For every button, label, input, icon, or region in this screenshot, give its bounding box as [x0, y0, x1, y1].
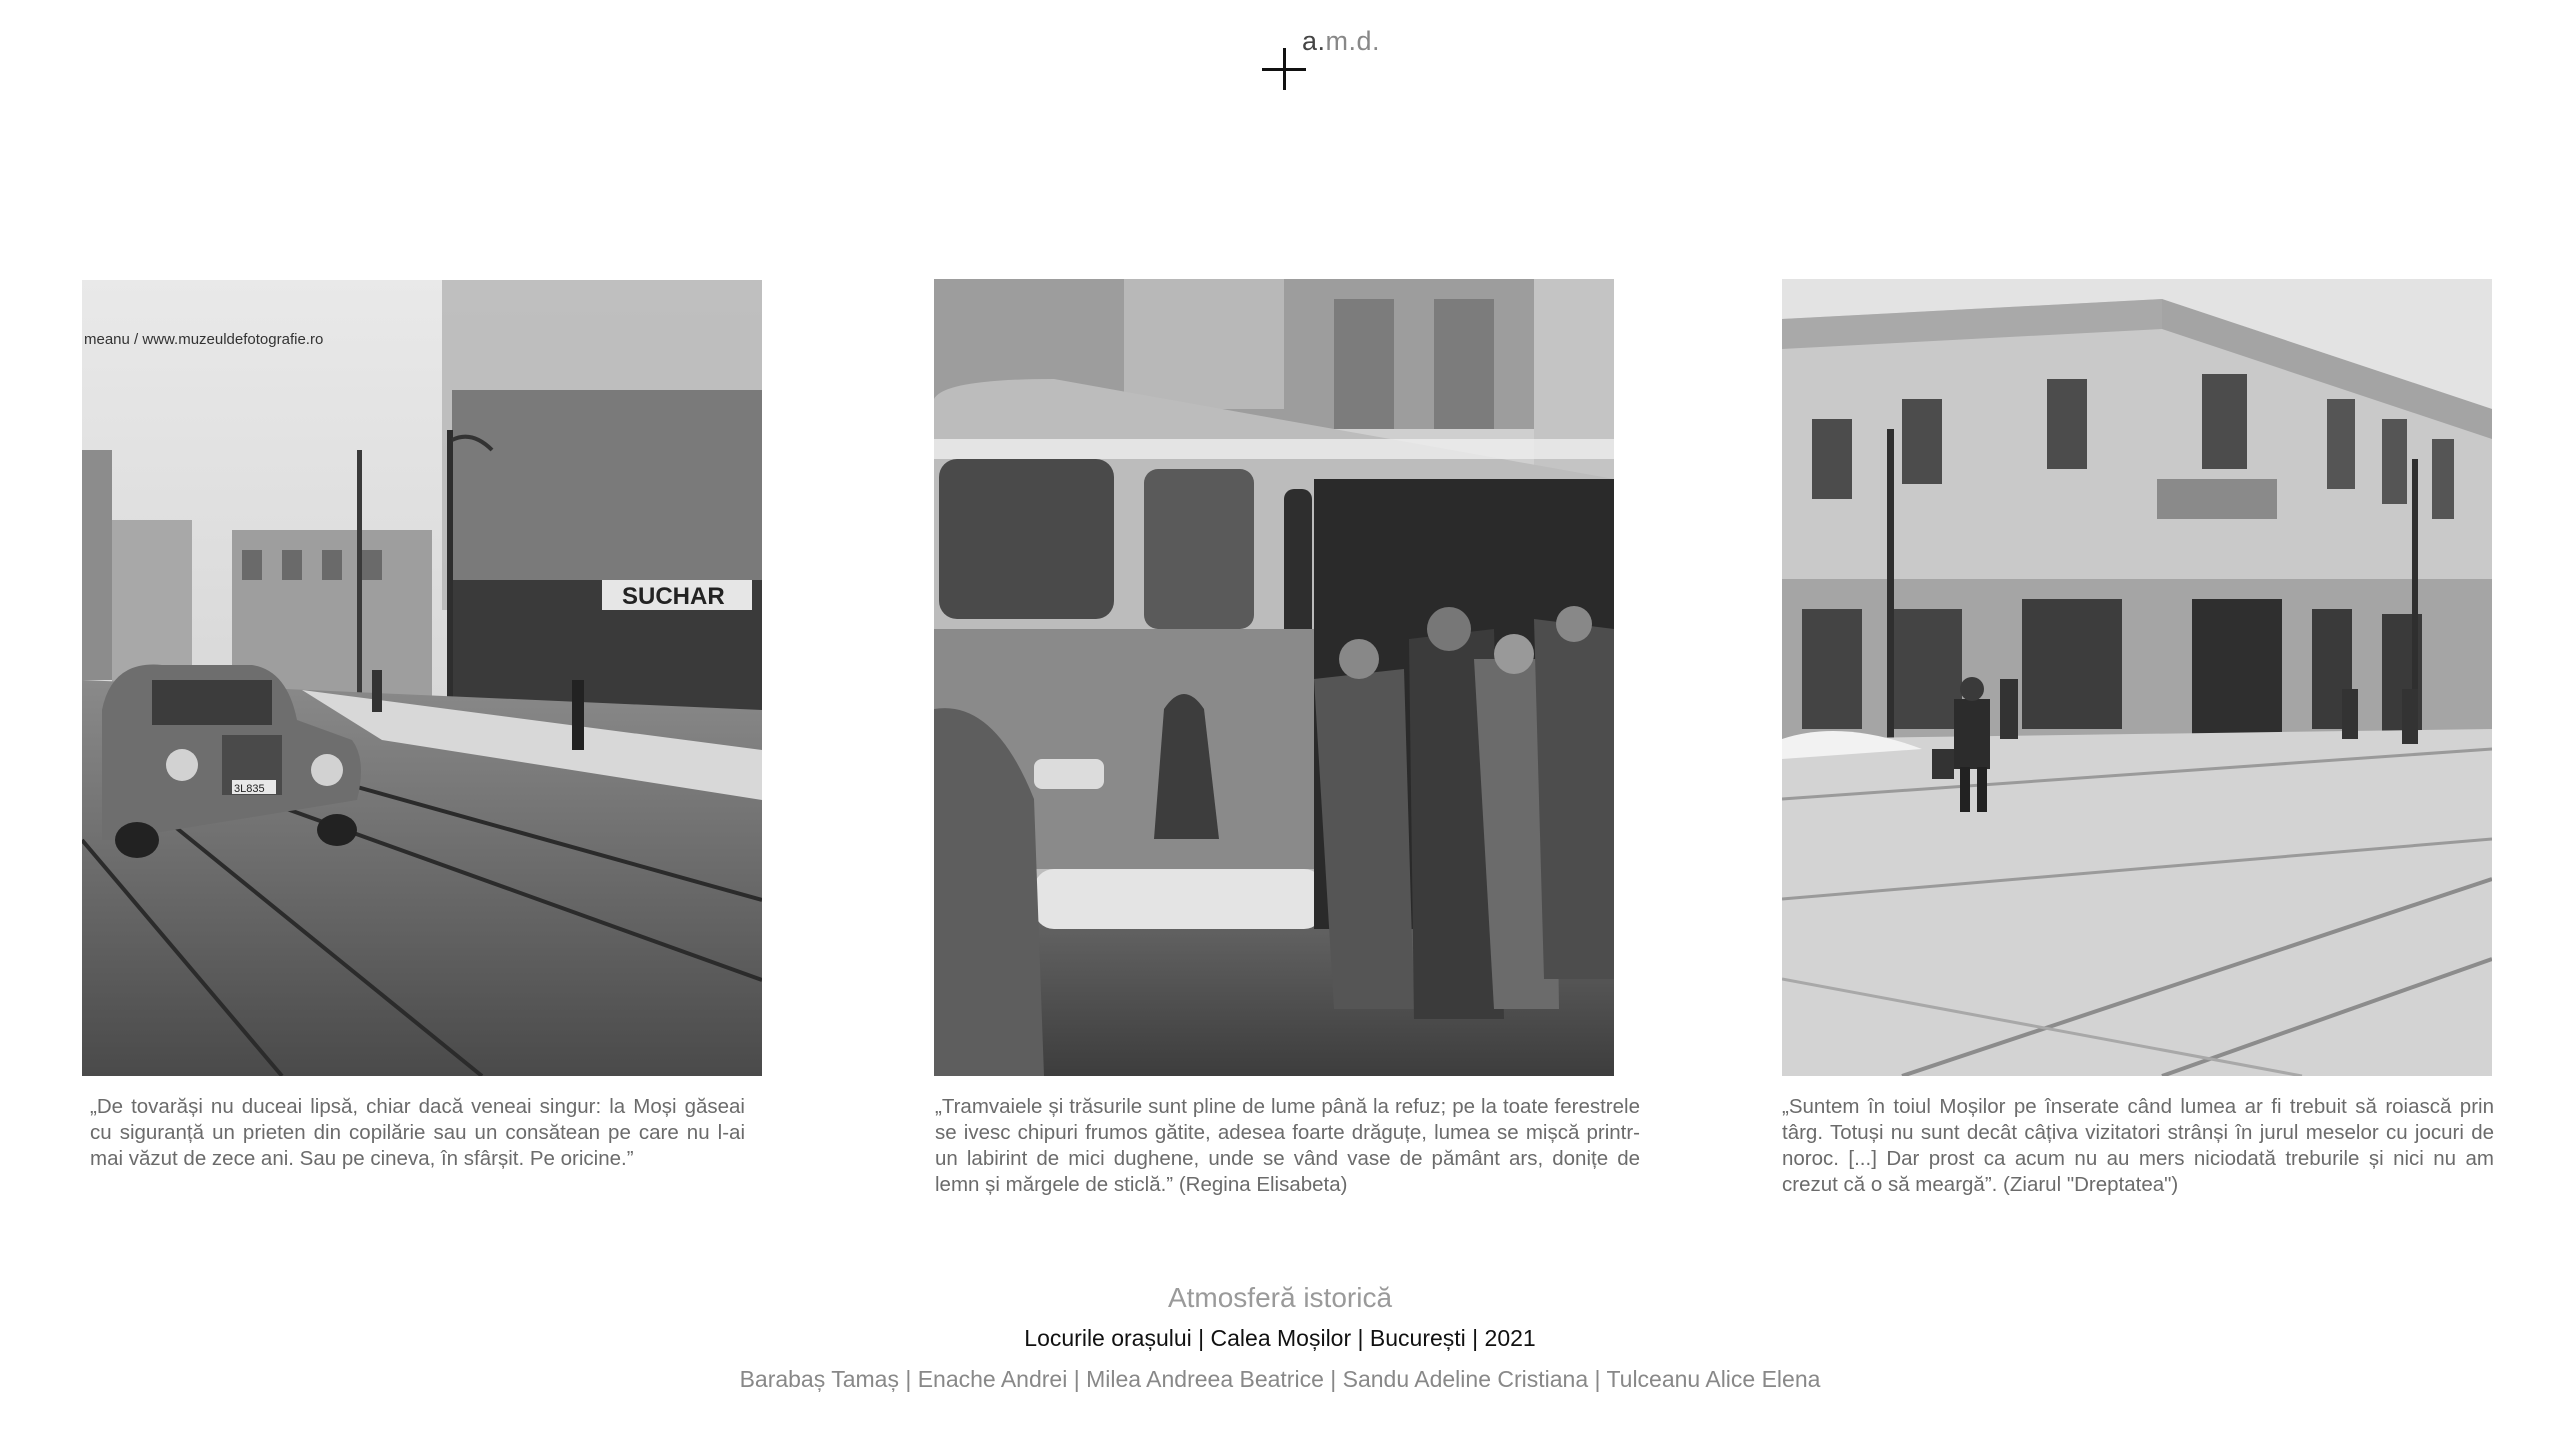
license-plate-text: 3L835: [234, 783, 265, 795]
photo-watermark: meanu / www.muzeuldefotografie.ro: [84, 331, 324, 348]
caption-text: „Tramvaiele și trăsurile sunt pline de lume până la refuz; pe la toate ferestrele se ivesc chipuri frumos gătite, adesea foarte drăguțe, lumea se mișcă printr-un labirint de mici dughene, unde se vând vase de pământ ars, donițe de lemn și mărgele de sticlă.”: [935, 1095, 1640, 1196]
footer-authors: Barabaș Tamaș | Enache Andrei | Milea Andreea Beatrice | Sandu Adeline Cristiana | Tulceanu Alice Elena: [739, 1366, 1821, 1392]
photo-corner-building-image: [1782, 279, 2492, 1076]
caption-text: „Suntem în toiul Moșilor pe înserate când lumea ar fi trebuit să roiască prin târg. Totuși nu sunt decât câțiva vizitatori strânși în jurul meselor cu jocuri de noroc. [...] Dar prost ca acum nu au mers niciodată treburile și nici nu am crezut că o să meargă”.: [1782, 1095, 2494, 1196]
caption-source: (Ziarul "Dreptatea"): [2003, 1173, 2179, 1196]
footer-title: Atmosferă istorică: [1167, 1282, 1393, 1313]
photo-tram-passengers-image: [934, 279, 1614, 1076]
logo-plus-horizontal: [1262, 68, 1306, 71]
photo-car-street: [82, 280, 762, 1076]
logo-text: [1302, 26, 1380, 57]
caption-photo-3: [1782, 1094, 2494, 1198]
caption-photo-1: [90, 1094, 745, 1172]
logo-text-prefix: a.: [1302, 26, 1326, 56]
caption-source: (Regina Elisabeta): [1178, 1173, 1348, 1196]
caption-photo-2: [935, 1094, 1640, 1198]
amd-logo: [1262, 26, 1382, 96]
photo-tram-passengers: [934, 279, 1614, 1076]
logo-text-suffix: m.d.: [1325, 26, 1381, 56]
caption-text: „De tovarăși nu duceai lipsă, chiar dacă veneai singur: la Moși găseai cu siguranță un prieten din copilărie sau un consătean pe care nu l-ai mai văzut de zece ani. Sau pe cineva, în sfârșit. Pe oricine.”: [90, 1095, 745, 1170]
photo-car-street-image: [82, 280, 762, 1076]
footer-subtitle: Locurile orașului | Calea Moșilor | București | 2021: [1024, 1325, 1536, 1351]
photo-corner-building: [1782, 279, 2492, 1076]
shop-sign-text: SUCHAR: [622, 583, 725, 610]
